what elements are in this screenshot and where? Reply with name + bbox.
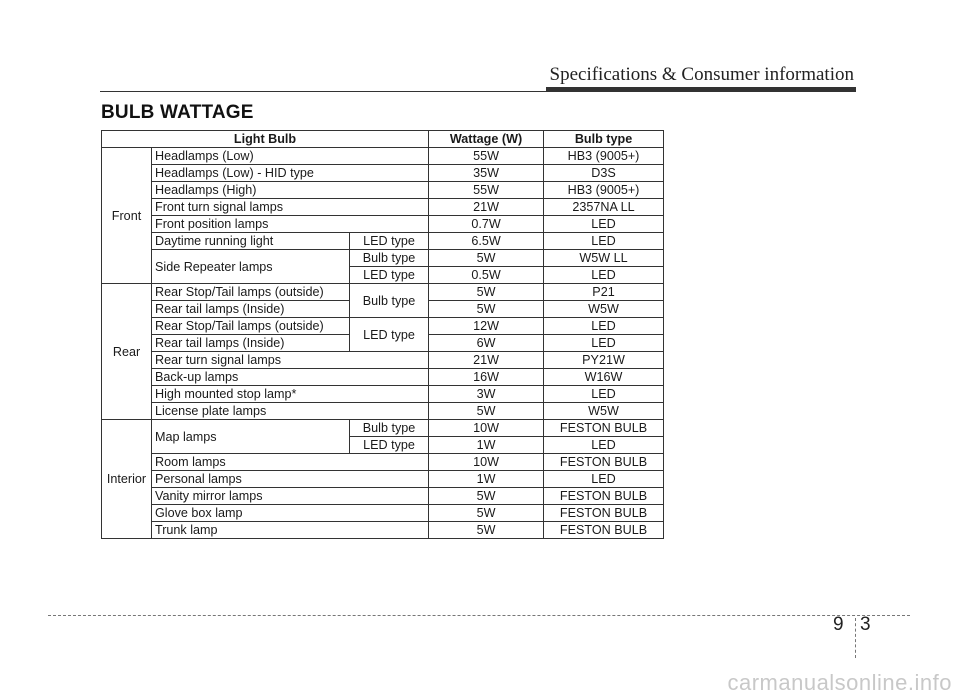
table-row	[102, 471, 664, 488]
row-type: W5W	[544, 403, 664, 420]
row-name: Map lamps	[152, 420, 350, 454]
row-wattage: 21W	[429, 199, 544, 216]
row-name: Trunk lamp	[152, 522, 429, 539]
row-name: Rear Stop/Tail lamps (outside)	[152, 318, 350, 335]
row-name: High mounted stop lamp*	[152, 386, 429, 403]
table-row	[102, 369, 664, 386]
row-type: HB3 (9005+)	[544, 148, 664, 165]
row-type: W5W	[544, 301, 664, 318]
row-subtype: Bulb type	[350, 284, 429, 318]
row-wattage: 5W	[429, 403, 544, 420]
table-row	[102, 284, 664, 301]
row-type: D3S	[544, 165, 664, 182]
row-type: 2357NA LL	[544, 199, 664, 216]
group-interior: Interior	[102, 420, 152, 539]
row-type: P21	[544, 284, 664, 301]
row-name: Personal lamps	[152, 471, 429, 488]
row-name: Rear tail lamps (Inside)	[152, 301, 350, 318]
row-type: LED	[544, 386, 664, 403]
table-row	[102, 522, 664, 539]
page-number-divider	[855, 618, 856, 658]
row-type: LED	[544, 318, 664, 335]
row-type: FESTON BULB	[544, 488, 664, 505]
row-subtype: Bulb type	[350, 420, 429, 437]
row-name: Front position lamps	[152, 216, 429, 233]
row-wattage: 6.5W	[429, 233, 544, 250]
watermark: carmanualsonline.info	[727, 670, 952, 695]
group-rear: Rear	[102, 284, 152, 420]
row-wattage: 6W	[429, 335, 544, 352]
row-wattage: 5W	[429, 505, 544, 522]
chapter-number: 9	[833, 614, 844, 635]
table-row	[102, 352, 664, 369]
row-wattage: 1W	[429, 471, 544, 488]
row-type: LED	[544, 437, 664, 454]
row-type: FESTON BULB	[544, 505, 664, 522]
group-front: Front	[102, 148, 152, 284]
row-wattage: 3W	[429, 386, 544, 403]
table-row	[102, 386, 664, 403]
row-wattage: 12W	[429, 318, 544, 335]
row-name: Headlamps (Low) - HID type	[152, 165, 429, 182]
table-header-row	[102, 131, 664, 148]
row-name: Room lamps	[152, 454, 429, 471]
row-wattage: 1W	[429, 437, 544, 454]
row-name: Vanity mirror lamps	[152, 488, 429, 505]
header-rule-thin	[100, 91, 546, 92]
row-wattage: 55W	[429, 148, 544, 165]
row-type: HB3 (9005+)	[544, 182, 664, 199]
table-row	[102, 318, 664, 335]
table-row	[102, 420, 664, 437]
row-name: Daytime running light	[152, 233, 350, 250]
row-name: Glove box lamp	[152, 505, 429, 522]
row-wattage: 16W	[429, 369, 544, 386]
row-type: LED	[544, 335, 664, 352]
bulb-wattage-table	[101, 130, 664, 539]
table-row	[102, 488, 664, 505]
row-name: Rear tail lamps (Inside)	[152, 335, 350, 352]
row-name: License plate lamps	[152, 403, 429, 420]
row-wattage: 5W	[429, 522, 544, 539]
header-bulb-type: Bulb type	[544, 131, 664, 148]
row-wattage: 55W	[429, 182, 544, 199]
header-rule-thick	[546, 87, 856, 92]
row-type: W5W LL	[544, 250, 664, 267]
row-type: LED	[544, 267, 664, 284]
row-wattage: 5W	[429, 250, 544, 267]
row-type: LED	[544, 471, 664, 488]
row-wattage: 10W	[429, 454, 544, 471]
row-type: PY21W	[544, 352, 664, 369]
row-name: Front turn signal lamps	[152, 199, 429, 216]
row-wattage: 5W	[429, 488, 544, 505]
header-wattage: Wattage (W)	[429, 131, 544, 148]
table-row	[102, 216, 664, 233]
row-type: LED	[544, 233, 664, 250]
table-row	[102, 505, 664, 522]
row-wattage: 10W	[429, 420, 544, 437]
header-light-bulb: Light Bulb	[102, 131, 429, 148]
row-subtype: LED type	[350, 318, 429, 352]
row-subtype: Bulb type	[350, 250, 429, 267]
table-row	[102, 148, 664, 165]
page-number: 3	[860, 614, 871, 635]
table-row	[102, 250, 664, 267]
row-type: FESTON BULB	[544, 454, 664, 471]
row-name: Side Repeater lamps	[152, 250, 350, 284]
row-subtype: LED type	[350, 267, 429, 284]
row-name: Rear turn signal lamps	[152, 352, 429, 369]
table-row	[102, 165, 664, 182]
table-row	[102, 182, 664, 199]
row-wattage: 5W	[429, 284, 544, 301]
row-subtype: LED type	[350, 233, 429, 250]
row-subtype: LED type	[350, 437, 429, 454]
row-wattage: 0.5W	[429, 267, 544, 284]
footer-dashed-rule	[48, 615, 910, 616]
row-name: Headlamps (High)	[152, 182, 429, 199]
table-row	[102, 199, 664, 216]
row-type: FESTON BULB	[544, 522, 664, 539]
table-row	[102, 454, 664, 471]
row-type: W16W	[544, 369, 664, 386]
row-wattage: 35W	[429, 165, 544, 182]
table-row	[102, 403, 664, 420]
row-wattage: 5W	[429, 301, 544, 318]
row-name: Rear Stop/Tail lamps (outside)	[152, 284, 350, 301]
section-title: BULB WATTAGE	[101, 102, 254, 123]
table-row	[102, 233, 664, 250]
row-type: FESTON BULB	[544, 420, 664, 437]
page-header-title: Specifications & Consumer information	[549, 64, 854, 85]
row-wattage: 21W	[429, 352, 544, 369]
row-type: LED	[544, 216, 664, 233]
row-name: Headlamps (Low)	[152, 148, 429, 165]
row-wattage: 0.7W	[429, 216, 544, 233]
row-name: Back-up lamps	[152, 369, 429, 386]
